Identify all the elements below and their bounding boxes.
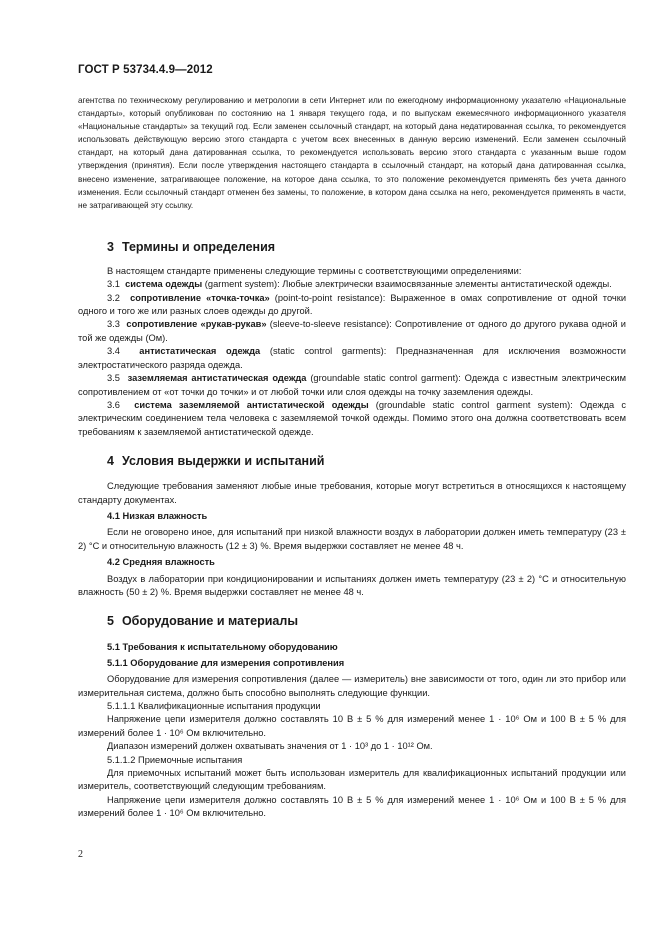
term-3-2 xyxy=(78,292,626,319)
section-5-paragraph: Напряжение цепи измерителя должно составлять 10 В ± 5 % для измерений менее 1 · 10⁶ Ом и 100 В ± 5 % для измерений более 1 · 10⁶ Ом включительно. xyxy=(78,794,626,819)
term-3-5 xyxy=(78,372,626,399)
section-5-heading xyxy=(78,614,626,628)
subsection-4-2-title: 4.2 Средняя влажность xyxy=(107,557,215,568)
intro-paragraph: агентства по техническому регулированию и метрологии в сети Интернет или по ежегодному информационному указателю «Национальные стандарты», который опубликован по состоянию на 1 января текущего года, и по выпускам ежемесячного информационного указателя «Национальные стандарты» за текущий год. Если заменен ссылочный стандарт, на который дана недатированная ссылка, то рекомендуется использовать действующую версию этого стандарта с учетом всех внесенных в данную версию изменений. Если заменен ссылочный стандарт, на который дана датированная ссылка, то рекомендуется использовать версию этого стандарта с указанным выше годом утверждения (принятия). Если после утверждения настоящего стандарта в ссылочный стандарт, на который дана датированная ссылка, внесено изменение, затрагивающее положение, на которое дана ссылка, то это положение рекомендуется применять без учета данного изменения. Если ссылочный стандарт отменен без замены, то положение, в котором дана ссылка на него, рекомендуется применять в части, не затрагивающей эту ссылку. xyxy=(78,96,626,210)
subsection-4-1-title: 4.1 Низкая влажность xyxy=(107,510,208,521)
term-3-6 xyxy=(78,399,626,439)
term-3-3 xyxy=(78,318,626,345)
term-number: 3.1 xyxy=(107,279,120,290)
subsection-5-1-1-1-title: 5.1.1.1 Квалификационные испытания продукции xyxy=(107,701,321,711)
section-5-paragraph: Для приемочных испытаний может быть использован измеритель для квалификационных испытаний продукции или измеритель, соответствующий следующим требованиям. xyxy=(78,768,626,792)
section-5-number: 5 xyxy=(107,614,114,629)
term-name: система заземляемой антистатической одежды xyxy=(134,399,369,410)
section-5-paragraph: Оборудование для измерения сопротивления (далее — измеритель) вне зависимости от того, один ли это прибор или измерительная система, должно быть способно выполнять следующие функции. xyxy=(78,674,626,698)
section-4-title: Условия выдержки и испытаний xyxy=(121,454,325,469)
section-3-body xyxy=(78,265,626,439)
term-definition: (static control garments): Предназначенная для исключения возможности электростатического разряда одежда. xyxy=(78,346,626,370)
section-5-paragraph: Напряжение цепи измерителя должно составлять 10 В ± 5 % для измерений менее 1 · 10⁶ Ом и 100 В ± 5 % для измерений более 1 · 10⁶ Ом включительно. xyxy=(78,714,626,738)
section-5-paragraph: Диапазон измерений должен охватывать значения от 1 · 10³ до 1 · 10¹² Ом. xyxy=(107,741,433,752)
term-3-4 xyxy=(78,345,626,372)
section-4-body xyxy=(78,480,626,599)
term-3-1 xyxy=(78,278,626,291)
term-definition: (garment system): Любые электрически взаимосвязанные элементы антистатической одежды. xyxy=(202,279,612,290)
document-header: ГОСТ Р 53734.4.9—2012 xyxy=(78,64,213,76)
term-definition: (groundable static control garment): Одежда с известным электрическим сопротивлением от «от точки до точки» и от любой точки или слоя одежды на точку заземления одежды. xyxy=(78,373,626,397)
term-number: 3.6 xyxy=(107,399,120,410)
term-name: заземляемая антистатическая одежда xyxy=(127,373,307,384)
page-content xyxy=(78,94,626,821)
term-definition: (groundable static control garment system): Одежда с электрическим соединением тела человека с заземляемой точкой одежды. Помимо этого она должна соответствовать всем требованиям к заземляемой антистатической одежде. xyxy=(78,399,627,437)
section-5-title: Оборудование и материалы xyxy=(121,614,298,629)
section-3-lead: В настоящем стандарте применены следующие термины с соответствующими определениями: xyxy=(107,265,522,276)
term-name: антистатическая одежда xyxy=(139,346,261,357)
term-number: 3.2 xyxy=(107,292,120,303)
intro-block xyxy=(78,94,626,212)
term-name: сопротивление «точка-точка» xyxy=(130,292,270,303)
section-5-body xyxy=(78,641,626,820)
section-4-lead: Следующие требования заменяют любые иные требования, которые могут встретиться в относящихся к настоящему стандарту документах. xyxy=(78,481,626,505)
term-number: 3.5 xyxy=(107,373,120,384)
term-name: сопротивление «рукав-рукав» xyxy=(126,319,267,330)
section-3-number: 3 xyxy=(107,239,114,254)
page-number: 2 xyxy=(78,849,83,860)
subsection-5-1-1-2-title: 5.1.1.2 Приемочные испытания xyxy=(107,754,243,765)
section-4-number: 4 xyxy=(107,454,114,469)
subsection-4-2-text: Воздух в лаборатории при кондиционировании и испытаниях должен иметь температуру (23 ± 2) °С и относительную влажность (50 ± 2) %. Время выдержки составляет не менее 48 ч. xyxy=(78,573,626,597)
term-definition: (point-to-point resistance): Выраженное в омах сопротивление от одной точки одного и того же или разных слоев одежды до другой. xyxy=(78,292,627,317)
term-definition: (sleeve-to-sleeve resistance): Сопротивление от одного до другого рукава одной и той же одежды (Ом). xyxy=(78,319,626,343)
term-number: 3.3 xyxy=(107,319,120,330)
term-number: 3.4 xyxy=(107,346,120,357)
section-4-heading xyxy=(78,454,626,468)
section-3-heading xyxy=(78,240,626,254)
subsection-5-1-title: 5.1 Требования к испытательному оборудованию xyxy=(107,642,338,653)
subsection-5-1-1-title: 5.1.1 Оборудование для измерения сопротивления xyxy=(107,657,345,668)
term-name: система одежды xyxy=(125,279,203,290)
subsection-4-1-text: Если не оговорено иное, для испытаний при низкой влажности воздух в лаборатории должен иметь температуру (23 ± 2) °С и относительную влажность (12 ± 3) %. Время выдержки составляет не менее 48 ч. xyxy=(78,527,626,551)
section-3-title: Термины и определения xyxy=(121,239,276,254)
